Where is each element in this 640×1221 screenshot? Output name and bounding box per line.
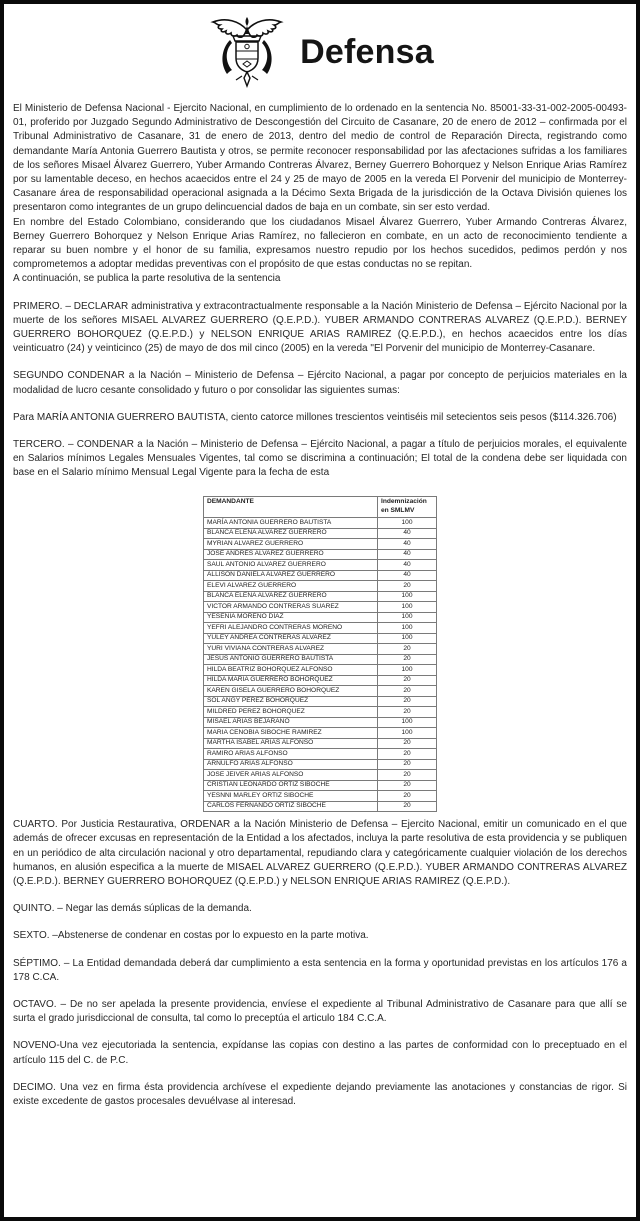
section-septimo: SÉPTIMO. – La Entidad demandada deberá dar cumplimiento a esta sentencia en la forma y oportunidad previstas en los artículos 176 a 178 C.CA.	[13, 957, 627, 983]
claimant-name: HILDA BEATRIZ BOHORQUEZ ALFONSO	[204, 665, 378, 676]
claimant-indemnizacion-smlmv: 40	[378, 549, 437, 560]
table-row	[204, 581, 437, 592]
claimant-indemnizacion-smlmv: 20	[378, 759, 437, 770]
section-noveno: NOVENO-Una vez ejecutoriada la sentencia, expídanse las copias con destino a las partes de conformidad con lo preceptuado en el artículo 115 del C. de P.C.	[13, 1040, 627, 1066]
claimant-indemnizacion-smlmv: 100	[378, 518, 437, 529]
table-row	[204, 770, 437, 781]
table-row	[204, 654, 437, 665]
claimant-name: BLANCA ELENA ALVAREZ GUERRERO	[204, 591, 378, 602]
claimant-indemnizacion-smlmv: 20	[378, 791, 437, 802]
claimant-name: ARNULFO ARIAS ALFONSO	[204, 759, 378, 770]
claimant-name: CARLOS FERNANDO ORTIZ SIBOCHE	[204, 801, 378, 812]
colombia-coat-of-arms-icon	[206, 14, 288, 90]
claimant-name: HILDA MARIA GUERRERO BOHORQUEZ	[204, 675, 378, 686]
table-row	[204, 518, 437, 529]
indemnification-table	[203, 496, 437, 813]
claimant-name: MARÍA ANTONIA GUERRERO BAUTISTA	[204, 518, 378, 529]
claimant-name: MISAEL ARIAS BEJARANO	[204, 717, 378, 728]
table-row	[204, 591, 437, 602]
claimant-indemnizacion-smlmv: 20	[378, 801, 437, 812]
claimant-indemnizacion-smlmv: 20	[378, 675, 437, 686]
claimant-indemnizacion-smlmv: 20	[378, 770, 437, 781]
claimant-indemnizacion-smlmv: 20	[378, 644, 437, 655]
claimant-name: ALLISON DANIELA ALVAREZ GUERRERO	[204, 570, 378, 581]
table-row	[204, 644, 437, 655]
claimant-name: SOL ANGY PÉREZ BOHORQUEZ	[204, 696, 378, 707]
table-row	[204, 633, 437, 644]
table-row	[204, 707, 437, 718]
document-header	[4, 4, 636, 92]
claimant-name: SAUL ANTONIO ALVAREZ GUERRERO	[204, 560, 378, 571]
claimant-name: MYRIAN ALVAREZ GUERRERO	[204, 539, 378, 550]
claimant-name: MARIA CENOBIA SIBOCHE RAMIREZ	[204, 728, 378, 739]
brand-title: Defensa	[300, 32, 434, 71]
claimant-indemnizacion-smlmv: 20	[378, 780, 437, 791]
table-row	[204, 623, 437, 634]
section-tercero: TERCERO. – CONDENAR a la Nación – Ministerio de Defensa – Ejército Nacional, a pagar a título de perjuicios morales, el equivalente en Salarios mínimos Legales Mensuales Vigentes, tal como se discrimina a continuación; El total de la condena debe ser liquidada con base en el Salario mínimo Mensual Legal Vigente para la fecha de esta	[13, 439, 627, 479]
claimant-name: KAREN GISELA GUERRERO BOHORQUEZ	[204, 686, 378, 697]
section-sexto: SEXTO. –Abstenerse de condenar en costas por lo expuesto en la parte motiva.	[13, 930, 369, 942]
column-header-demandante: DEMANDANTE	[204, 496, 378, 518]
claimant-indemnizacion-smlmv: 20	[378, 707, 437, 718]
claimant-indemnizacion-smlmv: 100	[378, 717, 437, 728]
table-row	[204, 675, 437, 686]
claimant-name: YESENIA MORENO DÍAZ	[204, 612, 378, 623]
claimant-name: BLANCA ELENA ALVAREZ GUERRERO	[204, 528, 378, 539]
claimant-indemnizacion-smlmv: 20	[378, 738, 437, 749]
table-row	[204, 612, 437, 623]
table-row	[204, 728, 437, 739]
paragraph-maria-antonia-suma: Para MARÍA ANTONIA GUERRERO BAUTISTA, ciento catorce millones trescientos veintiséis mil setecientos seis pesos ($114.326.706)	[13, 411, 617, 423]
claimant-name: VICTOR ARMANDO CONTRERAS SUAREZ	[204, 602, 378, 613]
section-decimo: DECIMO. Una vez en firma ésta providencia archívese el expediente dejando previamente las anotaciones y constancias de rigor. Si existe excedente de gastos procesales devuélvase al interesad.	[13, 1081, 627, 1108]
table-row	[204, 686, 437, 697]
section-primero: PRIMERO. – DECLARAR administrativa y extracontractualmente responsable a la Nación Ministerio de Defensa – Ejército Nacional por la muerte de los señores MISAEL ALVAREZ GUERRERO (Q.E.P.D.). YUBER ARMANDO CONTRERAS ALVAREZ (Q.E.P.D.). BERNEY GUERRERO BOHORQUEZ (Q.E.P.D.) y NELSON ENRIQUE ARIAS RAMIREZ (Q.E.P.D.), en hechos acaecidos entre los días veinticuatro (24) y veinticinco (25) de mayo de dos mil cinco (2005) en la vereda "El Porvenir del municipio de Monterrey-Casanare.	[13, 300, 627, 355]
table-row	[204, 570, 437, 581]
table-row	[204, 665, 437, 676]
table-row	[204, 560, 437, 571]
section-quinto: QUINTO. – Negar las demás súplicas de la demanda.	[13, 903, 252, 915]
document-body	[4, 92, 636, 1109]
claimant-indemnizacion-smlmv: 40	[378, 528, 437, 539]
intro-paragraph-3: A continuación, se publica la parte resolutiva de la sentencia	[13, 273, 281, 285]
claimant-name: JOSÉ ANDRÉS ALVAREZ GUERRERO	[204, 549, 378, 560]
table-row	[204, 539, 437, 550]
claimant-indemnizacion-smlmv: 20	[378, 696, 437, 707]
table-row	[204, 549, 437, 560]
claimant-indemnizacion-smlmv: 40	[378, 560, 437, 571]
table-row	[204, 602, 437, 613]
table-row	[204, 780, 437, 791]
table-row	[204, 528, 437, 539]
claimant-name: CRISTIAN LEONARDO ORTIZ SIBOCHE	[204, 780, 378, 791]
claimant-name: YURI VIVIANA CONTRERAS ALVAREZ	[204, 644, 378, 655]
table-row	[204, 759, 437, 770]
indemnification-table-body	[204, 518, 437, 812]
claimant-indemnizacion-smlmv: 20	[378, 749, 437, 760]
claimant-indemnizacion-smlmv: 20	[378, 654, 437, 665]
claimant-name: JOSE JEIVER ARIAS ALFONSO	[204, 770, 378, 781]
table-header-row	[204, 496, 437, 518]
intro-paragraph-2: En nombre del Estado Colombiano, considerando que los ciudadanos Misael Álvarez Guerrero, Yuber Armando Contreras Álvarez, Berney Guerrero Bohorquez y Nelson Enrique Arias Ramírez, no fallecieron en combate, en un acto de reconocimiento tendiente a reparar su buen nombre y el honor de su familia, expresamos nuestro repudio por los hechos sucedidos, pedimos perdón y nos comprometemos a adoptar medidas preventivas con el propósito de que estas conductas no se repitan.	[13, 216, 627, 271]
claimant-indemnizacion-smlmv: 100	[378, 633, 437, 644]
claimant-indemnizacion-smlmv: 40	[378, 539, 437, 550]
section-octavo: OCTAVO. – De no ser apelada la presente providencia, envíese el expediente al Tribunal Administrativo de Casanare para que allí se surta el grado jurisdiccional de consulta, tal como lo preceptúa el articulo 184 C.C.A.	[13, 999, 627, 1025]
claimant-indemnizacion-smlmv: 20	[378, 581, 437, 592]
claimant-name: RAMIRO ARIAS ALFONSO	[204, 749, 378, 760]
table-row	[204, 791, 437, 802]
table-row	[204, 801, 437, 812]
claimant-indemnizacion-smlmv: 20	[378, 686, 437, 697]
claimant-name: JESÚS ANTONIO GUERRERO BAUTISTA	[204, 654, 378, 665]
claimant-name: YEFRI ALEJANDRO CONTRERAS MORENO	[204, 623, 378, 634]
claimant-indemnizacion-smlmv: 100	[378, 623, 437, 634]
claimant-indemnizacion-smlmv: 100	[378, 591, 437, 602]
claimant-name: YULEY ANDREA CONTRERAS ALVAREZ	[204, 633, 378, 644]
claimant-indemnizacion-smlmv: 100	[378, 602, 437, 613]
claimant-name: ELEVI ALVAREZ GUERRERO	[204, 581, 378, 592]
table-row	[204, 749, 437, 760]
section-segundo: SEGUNDO CONDENAR a la Nación – Ministerio de Defensa – Ejército Nacional, a pagar por concepto de perjuicios materiales en la modalidad de lucro cesante consolidado y futuro o por consolidar las siguientes sumas:	[13, 370, 627, 396]
column-header-indemnizacion: Indemnización en SMLMV	[378, 496, 437, 518]
section-cuarto: CUARTO. Por Justicia Restaurativa, ORDENAR a la Nación Ministerio de Defensa – Ejercito Nacional, emitir un comunicado en el que además de ofrecer excusas en representación de la Entidad a los afectados, incluya la parte resolutiva de esta providencia y se publiquen en un periódico de alta circulación nacional y otro departamental, repudiando clara y categóricamente cualquier violación de los derechos humanos, en alusión especifica a la muerte de MISAEL ALVAREZ GUERRERO (Q.E.P.D.). YUBER ARMANDO CONTRERAS ALVAREZ (Q.E.P.D.). BERNEY GUERRERO BOHORQUEZ (Q.E.P.D.) y NELSON ENRIQUE ARIAS RAMIREZ (Q.E.P.D.).	[13, 819, 627, 887]
table-row	[204, 738, 437, 749]
table-row	[204, 717, 437, 728]
claimant-indemnizacion-smlmv: 100	[378, 665, 437, 676]
indemnification-table-head	[204, 496, 437, 518]
claimant-name: MILDRED PEREZ BOHORQUEZ	[204, 707, 378, 718]
claimant-name: MARTHA ISABEL ARIAS ALFONSO	[204, 738, 378, 749]
claimant-name: YESNNI MARLEY ORTIZ SIBOCHE	[204, 791, 378, 802]
table-row	[204, 696, 437, 707]
claimant-indemnizacion-smlmv: 100	[378, 728, 437, 739]
intro-paragraph-1: El Ministerio de Defensa Nacional - Ejercito Nacional, en cumplimiento de lo ordenado en la sentencia No. 85001-33-31-002-2005-00493-01, proferido por Juzgado Segundo Administrativo de Descongestión del Circuito de Casanare, 20 de enero de 2012 – confirmada por el Tribunal Administrativo de Casanare, 31 de enero de 2013, dentro del medio de control de Reparación Directa, registrando como demandante María Antonia Guerrero Bautista y otros, se permite reconocer responsabilidad por las afectaciones sufridas a los familiares de los señores Misael Álvarez Guerrero, Yuber Armando Contreras Álvarez, Berney Guerrero Bohorquez y Nelson Enrique Arias Ramírez por su lamentable deceso, en hechos acaecidos entre el 24 y 25 de mayo de 2005 en la vereda El Porvenir del municipio de Monterrey- Casanare área de responsabilidad operacional asignada a la Décimo Sexta Brigada de la jurisdicción de la Octava División quienes los presentaron como integrantes de un grupo delincuencial dados de baja en un combate, sin ser esto verdad.	[13, 103, 627, 214]
claimant-indemnizacion-smlmv: 100	[378, 612, 437, 623]
claimant-indemnizacion-smlmv: 40	[378, 570, 437, 581]
